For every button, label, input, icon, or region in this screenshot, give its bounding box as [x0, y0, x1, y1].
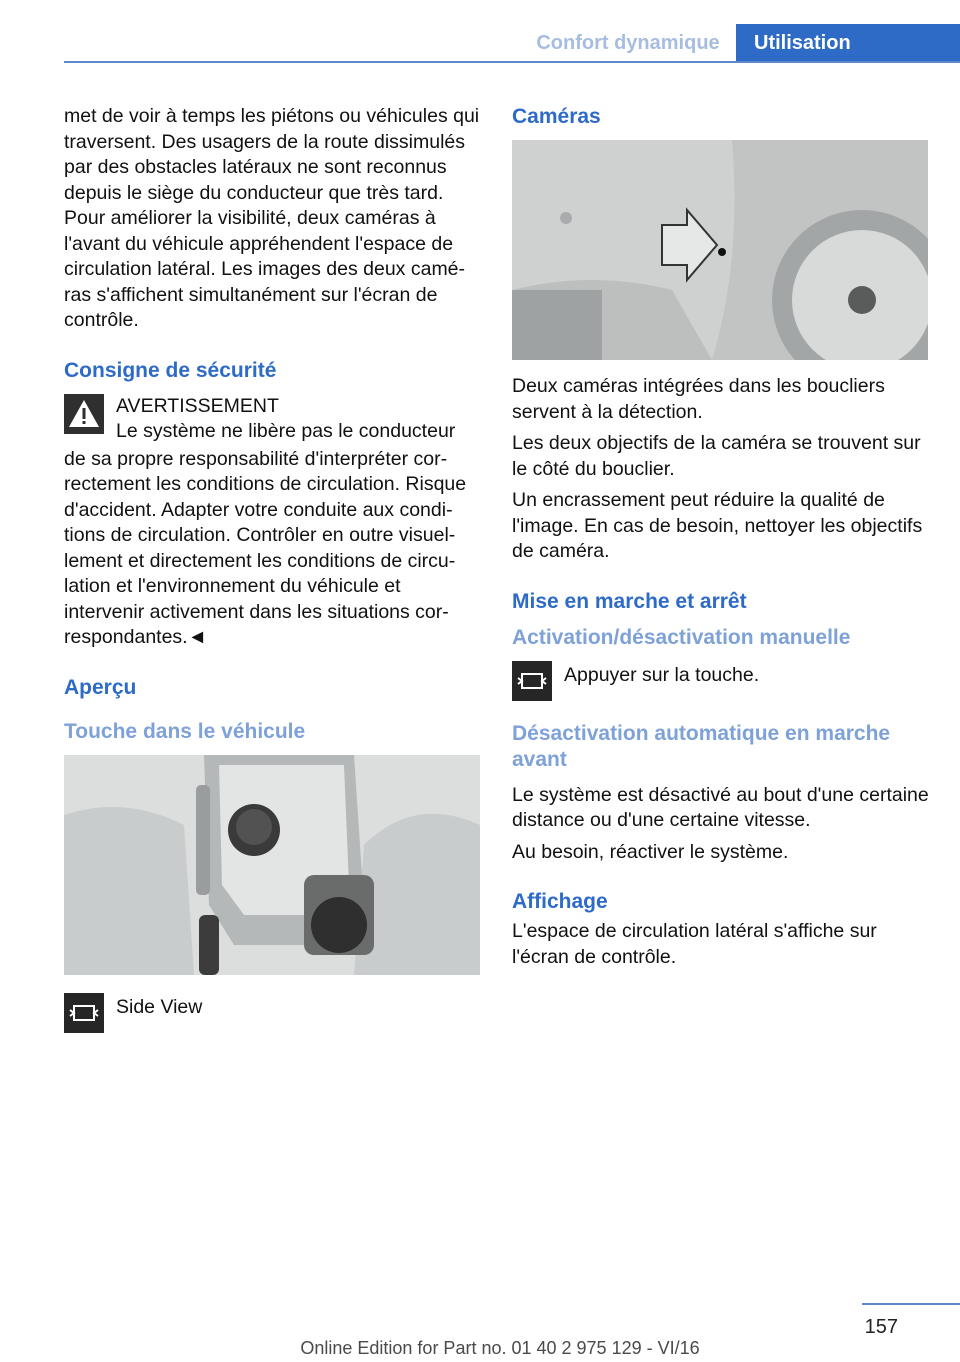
- page-number: 157: [864, 1316, 898, 1338]
- display-text: L'espace de circulation latéral s'affiche sur l'écran de contrôle.: [512, 920, 877, 968]
- manual-row: [512, 661, 930, 703]
- onoff-heading: Mise en marche et arrêt: [512, 589, 747, 613]
- edition-note: Online Edition for Part no. 01 40 2 975 129 - VI/16: [300, 1338, 700, 1358]
- cameras-paragraph-3: Un encrassement peut réduire la qualité de l'image. En cas de besoin, nettoyer les objectifs de caméra.: [512, 489, 923, 562]
- auto-paragraph-2: Au besoin, réactiver le système.: [512, 840, 789, 863]
- header-active-tab: Utilisation: [736, 24, 960, 62]
- right-column: [512, 104, 930, 976]
- side-view-row: [64, 993, 480, 1035]
- header-section-tab: Confort dynamique: [536, 32, 720, 54]
- manual-text: Appuyer sur la touche.: [564, 663, 760, 686]
- warning-block: [64, 394, 480, 445]
- auto-paragraph-1: Le système est désactivé au bout d'une certaine distance ou d'une certaine vitesse.: [512, 783, 929, 831]
- manual-heading: Activation/désactivation manuelle: [512, 625, 851, 649]
- header-rule: [64, 61, 960, 63]
- cameras-paragraph-2: Les deux objectifs de la caméra se trouvent sur le côté du bouclier.: [512, 432, 921, 480]
- side-view-button-icon: [512, 661, 552, 701]
- auto-heading: Désactivation automatique en marche avant: [512, 721, 891, 771]
- safety-heading: Consigne de sécurité: [64, 358, 277, 382]
- intro-paragraph: met de voir à temps les piétons ou véhicules qui traversent. Des usagers de la route dissimulés par des obstacles latéraux ne sont reconnus depuis le siège du conducteur que très tard. Pour améliorer la visibilité, deux caméras à l'avant du véhicule appréhendent l'espace de circulation latéral. Les images des deux caméras s'affichent simultanément sur l'écran de contrôle.: [64, 105, 480, 331]
- warning-line1: Le système ne libère pas le conducteur: [116, 420, 456, 442]
- cameras-heading: Caméras: [512, 105, 601, 128]
- side-view-label: Side View: [116, 995, 203, 1018]
- warning-title: AVERTISSEMENT: [116, 394, 279, 417]
- warning-triangle-icon: [64, 394, 104, 434]
- camera-location-photo: [512, 140, 928, 360]
- side-view-button-icon: [64, 993, 104, 1033]
- overview-heading: Aperçu: [64, 675, 137, 699]
- left-column: [64, 104, 480, 1041]
- button-heading: Touche dans le véhicule: [64, 719, 306, 743]
- display-heading: Affichage: [512, 890, 608, 913]
- console-photo: [64, 755, 480, 975]
- cameras-paragraph-1: Deux caméras intégrées dans les boucliers servent à la détection.: [512, 375, 885, 423]
- footer-rule: [862, 1303, 960, 1305]
- warning-body: de sa propre responsabilité d'interpréter correctement les conditions de circulation. Risque d'accident. Adapter votre conduite aux conditions de circulation. Contrôler en outre visuellement et directement les conditions de circulation et l'environnement du véhicule et intervenir activement dans les situations correspondantes.◄: [64, 447, 467, 648]
